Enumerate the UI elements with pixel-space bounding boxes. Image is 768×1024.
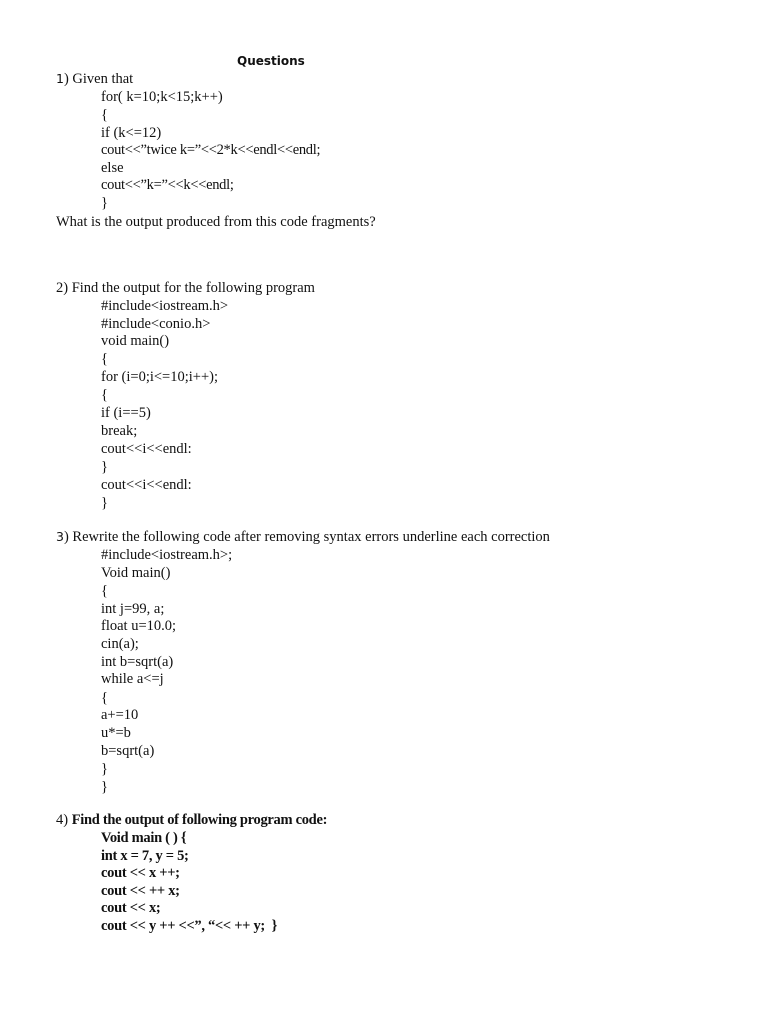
q2-code-line: cout<<i<<endl: bbox=[101, 477, 192, 493]
q3-code-line: a+=10 bbox=[101, 707, 139, 723]
q1-number: 1 bbox=[56, 71, 64, 86]
q2-code-line: } bbox=[101, 459, 108, 475]
q2-code-line: void main() bbox=[101, 333, 170, 349]
q3-code-line: while a<=j bbox=[101, 671, 164, 687]
q2-heading: 2) Find the output for the following program bbox=[56, 280, 315, 296]
q3-code-line: int b=sqrt(a) bbox=[101, 654, 174, 670]
q3-code-line: b=sqrt(a) bbox=[101, 743, 155, 759]
q2-code-line: } bbox=[101, 495, 108, 511]
q4-number: 4) bbox=[56, 812, 72, 828]
q4-heading bbox=[56, 811, 327, 829]
q2-code-line: { bbox=[101, 387, 108, 403]
page-title: Questions bbox=[237, 54, 305, 68]
q4-code-line: cout << x ++; bbox=[101, 865, 180, 881]
q3-heading bbox=[56, 528, 550, 546]
q2-code-line: for (i=0;i<=10;i++); bbox=[101, 369, 218, 385]
q1-code-line: cout<<”twice k=”<<2*k<<endl<<endl; bbox=[101, 142, 321, 158]
q1-question: What is the output produced from this code fragments? bbox=[56, 214, 376, 230]
q1-code-line: } bbox=[101, 195, 108, 211]
q3-code-line: } bbox=[101, 779, 108, 795]
q3-code-line: } bbox=[101, 761, 108, 777]
q3-intro: ) Rewrite the following code after removing syntax errors underline each correction bbox=[63, 529, 550, 545]
q3-code-line: cin(a); bbox=[101, 636, 139, 652]
q2-code-line: { bbox=[101, 351, 108, 367]
q1-code-line: if (k<=12) bbox=[101, 125, 162, 141]
q1-heading bbox=[56, 70, 133, 88]
q1-intro: ) Given that bbox=[63, 71, 134, 87]
q1-code-line: else bbox=[101, 160, 124, 176]
q2-code-line: #include<iostream.h> bbox=[101, 298, 229, 314]
q4-code-line: cout << ++ x; bbox=[101, 883, 180, 899]
q3-code-line: Void main() bbox=[101, 565, 171, 581]
q3-code-line: #include<iostream.h>; bbox=[101, 547, 233, 563]
q2-code-line: cout<<i<<endl: bbox=[101, 441, 192, 457]
q4-code-line: cout << x; bbox=[101, 900, 161, 916]
q4-code-line: int x = 7, y = 5; bbox=[101, 848, 189, 864]
q2-code-line: break; bbox=[101, 423, 138, 439]
q1-code-line: { bbox=[101, 107, 108, 123]
q2-code-line: #include<conio.h> bbox=[101, 316, 211, 332]
q3-code-line: { bbox=[101, 690, 108, 706]
q2-code-line: if (i==5) bbox=[101, 405, 151, 421]
q3-code-line: { bbox=[101, 583, 108, 599]
q4-intro: Find the output of following program code: bbox=[71, 812, 328, 828]
q3-code-line: u*=b bbox=[101, 725, 131, 741]
q3-code-line: float u=10.0; bbox=[101, 618, 177, 634]
q1-code-line: for( k=10;k<15;k++) bbox=[101, 89, 223, 105]
q4-code-line: cout << y ++ <<”, “<< ++ y; } bbox=[101, 918, 277, 934]
q3-code-line: int j=99, a; bbox=[101, 601, 165, 617]
q1-code-line: cout<<”k=”<<k<<endl; bbox=[101, 177, 234, 193]
q4-code-line: Void main ( ) { bbox=[101, 830, 187, 846]
q3-number: 3 bbox=[56, 529, 64, 544]
